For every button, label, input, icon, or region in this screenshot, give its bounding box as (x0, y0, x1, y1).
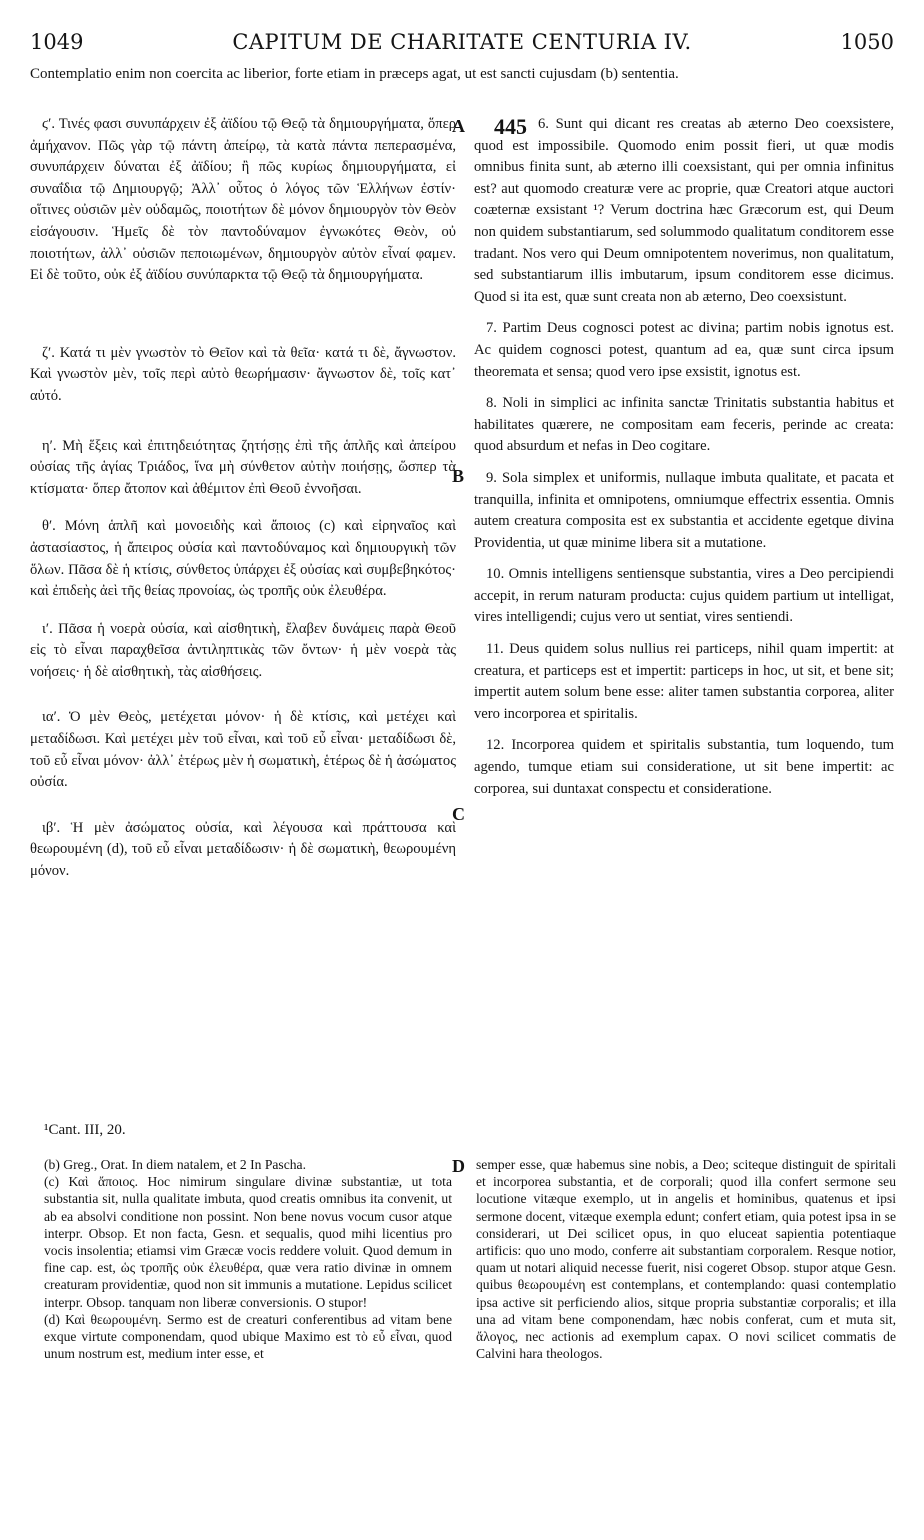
column-number-left: 1049 (30, 30, 84, 54)
column-letter-d: D (452, 1156, 465, 1176)
latin-paragraph-8: 8. Noli in simplici ac infinita sanctæ Trinitatis substantia habitus et habilitates quærere, ne compositam eam feceris, perinde ac creata: quod absurdum et nefas in Deo cogitare. (474, 395, 894, 455)
scripture-footnote: ¹Cant. III, 20. (44, 1122, 126, 1138)
latin-paragraph-10: 10. Omnis intelligens sentiensque substantia, vires a Deo percipiendi accepit, in rerum naturam producta: cujus quidem partium ut intelligat, vires intelligendi; cujus vero ut sentiat, vires sentiendi. (474, 566, 894, 626)
latin-paragraph-12: 12. Incorporea quidem et spiritalis substantia, tum loquendo, tum agendo, tumque etiam sui consideratione, ut sit bene impertit: ac corporea, sui duntaxat conspectu et consideratione. (474, 737, 894, 797)
note-continuation: semper esse, quæ habemus sine nobis, a Deo; sciteque distinguit de spiritali et incorporea substantia, et de corporali; quod illa confert sermone seu locutione vitæque exemplo, ut in angelis et hominibus, quatenus et ipsi sermone docent, vitæque exempla edunt; confert etiam, quia potest ipsa in se considerari, ut Dei scilicet opus, in quo eluceat sapientia potentiaque artificis: quo uno modo, conferre ait substantiam corporalem. Resque notior, quam ut notari aliquid necesse fuerit, nisi cogeret Obsop. stupor atque Gesn. quibus θεωρουμένη est contemplans, et contemplando: quasi contemplatio ipsa active sit perficiendo alios, sitque propria substantiæ corporalis; et illa una ad vitam bene componendam, hæc nobis conferat, cum et muta sit, ἄλογος, nec actionis ad exemplum capax. O novi scilicet commatis de Calvini hara theologos. (476, 1157, 896, 1362)
running-title: CAPITUM DE CHARITATE CENTURIA IV. (232, 30, 692, 54)
note-c: (c) Καὶ ἄποιος. Hoc nimirum singulare divinæ substantiæ, ut tota substantia sit, nulla qualitate imbuta, quod creatis omnibus ita convenit, ut ab ea absolvi conditione non possint. Non bene novus vocum cusor atque interpr. Obsop. Et non facta, Gesn. et sequalis, quod mihi licentius pro vocis insolentia; etiamsi vim Græcæ vocis reddere voluit. Quod demum in fine cap. est, ὡς τροπῆς οὐκ ἐλευθέρα, quæ vera ratio divinæ in omnem creaturam providentiæ, quod non sit immunis a mutatione. Lepidus scilicet interpr. Obsop. tanquam non liberæ conversionis. O stupor! (44, 1174, 452, 1310)
latin-paragraph-11: 11. Deus quidem solus nullius rei particeps, nihil quam impertit: at creatura, et particeps est et impertit: particeps in hoc, ut sit, et bene sit; impertit autem solum bene esse: aliter tamen substantia corporea, aliter vero incorporea et spiritalis. (474, 641, 894, 722)
greek-paragraph-8: ηʹ. Μὴ ἕξεις καὶ ἐπιτηδειότητας ζητήσῃς ἐπὶ τῆς ἁπλῆς καὶ ἀπείρου οὐσίας τῆς ἁγίας Τριάδος, ἵνα μὴ σύνθετον αὐτὴν ποιήσῃς, ὥσπερ τὰ κτίσματα· ὅπερ ἄτοπον καὶ ἀθέμιτον ἐπὶ Θεοῦ ἐννοῆσαι. (30, 437, 456, 497)
column-letter-a: A (452, 116, 465, 136)
column-number-right: 1050 (840, 30, 894, 54)
latin-paragraph-6-text: 6. Sunt qui dicant res creatas ab æterno Deo coexsistere, quod est impossibile. Quomodo enim possit fieri, ut quæ modis omnibus finita sunt, ab æterno illi coexsistant, qui per omnia infinitus est? aut quomodo creaturæ vere ac proprie, quæ Creatori atque auctori coæternæ exsistant ¹? Verum doctrina hæc Græcorum est, qui Deum non quidem substantiarum, sed solummodo qualitatum conditorem esse tradant. Nos vero qui Deum omnipotentem noverimus, non qualitatum, sed substantiarum illis imbutarum, ipsum conditorem esse dicimus. Quod si ita est, quæ sunt creata non ab æterno, Deo coexsistunt. (474, 116, 894, 305)
latin-paragraph-6 (474, 114, 894, 308)
latin-paragraph-7: 7. Partim Deus cognosci potest ac divina; partim nobis ignotus est. Ac quidem cognosci potest, quantum ad ea, quæ sunt circa ipsum theoremata et sensa; quod vero ipse exsistit, ignotus est. (474, 320, 894, 380)
greek-paragraph-7: ζʹ. Κατά τι μὲν γνωστὸν τὸ Θεῖον καὶ τὰ θεῖα· κατά τι δὲ, ἄγνωστον. Καὶ γνωστὸν μὲν, τοῖς περὶ αὐτὸ θεωρήμασιν· ἄγνωστον δὲ, τοῖς κατ᾽ αὐτό. (30, 344, 456, 404)
notes-right-column (476, 1156, 896, 1362)
column-letter-b: B (452, 466, 465, 486)
note-b: (b) Greg., Orat. In diem natalem, et 2 In Pascha. (44, 1157, 306, 1172)
greek-paragraph-11: ιαʹ. Ὁ μὲν Θεὸς, μετέχεται μόνον· ἡ δὲ κτίσις, καὶ μετέχει καὶ μεταδίδωσι. Καὶ μετέχει μὲν τοῦ εἶναι, καὶ τοῦ εὖ εἶναι· μεταδίδωσι δὲ, τοῦ εὖ εἶναι μόνον· ἀλλ᾽ ἑτέρως μὲν ἡ σωματικὴ, ἑτέρως δὲ ἡ ἀσώματος οὐσία. (30, 709, 456, 791)
note-d: (d) Καὶ θεωρουμένη. Sermo est de creaturi conferentibus ad vitam bene exque virtute componendam, quod ubique Maximo est τὸ εὖ εἶναι, quod unum nostrum est, medium inter esse, et (44, 1311, 452, 1362)
intro-sentence: Contemplatio enim non coercita ac liberior, forte etiam in præceps agat, ut est sancti cujusdam (b) sententia. (30, 66, 679, 82)
column-letter-c: C (452, 804, 465, 824)
greek-column (30, 114, 456, 1054)
latin-paragraph-9: 9. Sola simplex et uniformis, nullaque imbuta qualitate, et pacata et tranquilla, infinita et omnipotens, omniumque effectrix essentia. Omnis autem creatura composita est ex substantia et accidente egetque divina Providentia, ut quæ minime libera sit a mutatione. (474, 469, 894, 551)
greek-paragraph-12: ιβʹ. Ἡ μὲν ἀσώματος οὐσία, καὶ λέγουσα καὶ πράττουσα καὶ θεωρουμένη (d), τοῦ εὖ εἶναι μεταδίδωσιν· ἡ δὲ σωματικὴ, θεωρουμένη μόνον. (30, 819, 456, 880)
greek-paragraph-6: ϛʹ. Τινές φασι συνυπάρχειν ἐξ ἀϊδίου τῷ Θεῷ τὰ δημιουργήματα, ὅπερ ἀμήχανον. Πῶς γὰρ τῷ πάντη ἀπείρῳ, τὰ κατὰ πάντα πεπερασμένα, συνυπάρχειν δύναται ἐξ ἀϊδίου; ἢ πῶς κυρίως δημιουργήματα, εἰ συναΐδια τῷ Δημιουργῷ; Ἀλλ᾽ οὗτος ὁ λόγος τῶν Ἑλλήνων ἐστίν· οἵτινες οὐσιῶν μὲν οὐδαμῶς, ποιοτήτων δὲ μόνον δημιουργὸν τὸν Θεὸν εἰσάγουσιν. Ἡμεῖς δὲ τὸν παντοδύναμον ἐγνωκότες Θεὸν, οὐ ποιοτήτων, ἀλλ᾽ οὐσιῶν πεποιωμένων, δημιουργὸν αὐτὸν εἶναί φαμεν. Εἰ δὲ τοῦτο, οὐκ ἐξ ἀϊδίου συνύπαρκτα τῷ Θεῷ τὰ δημιουργήματα. (30, 116, 456, 284)
notes-left-column (44, 1156, 452, 1362)
greek-paragraph-9: θʹ. Μόνη ἁπλῆ καὶ μονοειδὴς καὶ ἄποιος (c) καὶ εἰρηναῖος καὶ ἀστασίαστος, ἡ ἄπειρος οὐσία καὶ παντοδύναμος καὶ δημιουργικὴ τῶν ὅλων. Πᾶσα δὲ ἡ κτίσις, σύνθετος ὑπάρχει ἐξ οὐσίας καὶ συμβεβηκότος· καὶ ἐπιδεὴς ἀεὶ τῆς θείας προνοίας, ὡς τροπῆς οὐκ ἐλευθέρα. (30, 518, 456, 600)
running-header (30, 30, 894, 60)
latin-column (474, 114, 894, 1054)
page-number: 445 (494, 114, 527, 139)
greek-paragraph-10: ιʹ. Πᾶσα ἡ νοερὰ οὐσία, καὶ αἰσθητικὴ, ἔλαβεν δυνάμεις παρὰ Θεοῦ εἰς τὸ εἶναι παραχθεῖσα ἀντιληπτικὰς τῶν ὄντων· ἡ μὲν νοερὰ τὰς νοήσεις· ἡ δὲ αἰσθητικὴ, τὰς αἰσθήσεις. (30, 620, 456, 680)
